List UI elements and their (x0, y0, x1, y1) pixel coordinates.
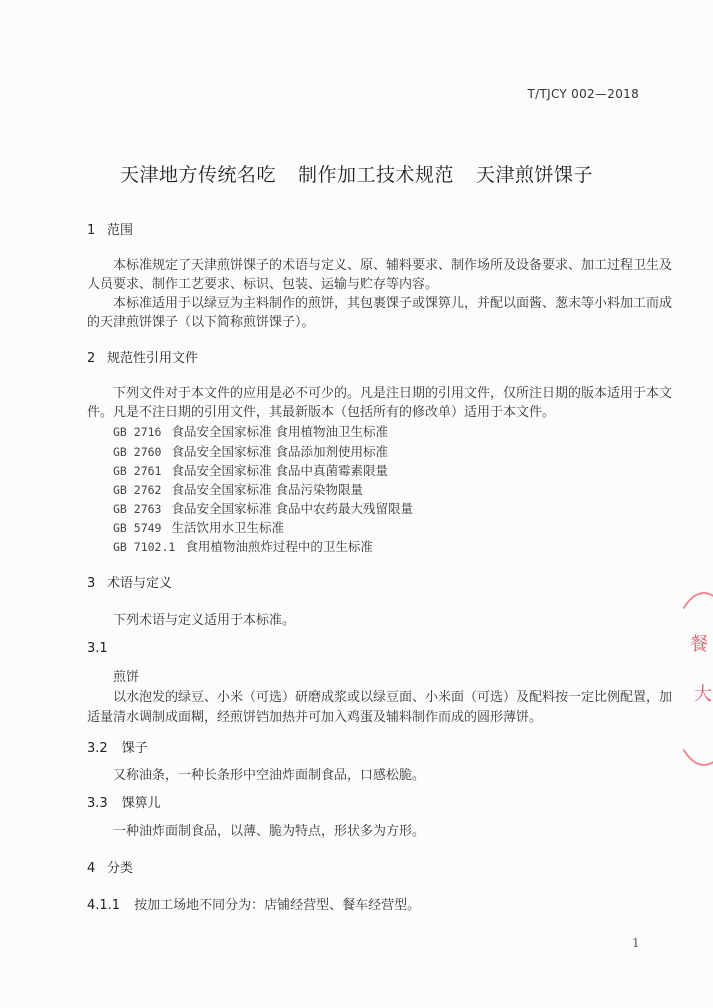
section-title: 范围 (107, 223, 134, 238)
section-1-para-2-line-2: 的天津煎饼馃子（以下简称煎饼馃子）。 (87, 315, 315, 330)
clause-text: 按加工场地不同分为：店铺经营型、餐车经营型。 (134, 898, 421, 913)
term-3-3-def: 一种油炸面制食品，以薄、脆为特点，形状多为方形。 (113, 824, 426, 839)
section-title: 术语与定义 (107, 576, 173, 591)
reference-item (113, 461, 388, 479)
term-3-1-def-line-2: 适量清水调制成面糊，经煎饼铛加热并可加入鸡蛋及辅料制作而成的圆形薄饼。 (87, 710, 543, 725)
reference-code: GB 7102.1 (113, 540, 176, 554)
reference-item (113, 442, 388, 460)
reference-item (113, 422, 388, 440)
reference-title: 食品安全国家标准 食品污染物限量 (171, 482, 363, 497)
section-1-para-1-line-2: 人员要求、制作工艺要求、标识、包装、运输与贮存等内容。 (87, 277, 439, 292)
red-seal-stamp (667, 592, 713, 766)
section-number: 2 (87, 351, 96, 366)
section-number: 1 (87, 223, 96, 238)
title-part-3: 天津煎饼馃子 (476, 164, 594, 186)
term-3-1-def-line-1: 以水泡发的绿豆、小米（可选）研磨成浆或以绿豆面、小米面（可选）及配料按一定比例配置，加 (113, 690, 673, 705)
reference-item (113, 499, 413, 517)
section-2-intro-line-2: 件。凡是不注日期的引用文件，其最新版本（包括所有的修改单）适用于本文件。 (87, 405, 556, 420)
reference-code: GB 2763 (113, 502, 162, 516)
reference-title: 食品安全国家标准 食品添加剂使用标准 (171, 444, 388, 459)
reference-title: 食用植物油煎炸过程中的卫生标准 (185, 539, 373, 554)
section-title: 分类 (107, 861, 134, 876)
term-3-3-heading (87, 792, 161, 811)
section-number: 3 (87, 576, 96, 591)
reference-item (113, 537, 373, 555)
clause-4-1-1 (87, 894, 420, 913)
term-number: 3.2 (87, 741, 108, 756)
title-part-2: 制作加工技术规范 (297, 164, 454, 186)
section-4-heading (87, 857, 133, 876)
reference-title: 食品安全国家标准 食品中农药最大残留限量 (171, 501, 413, 516)
stamp-char: 大 (694, 684, 712, 705)
reference-code: GB 2761 (113, 464, 162, 478)
reference-title: 食品安全国家标准 食用植物油卫生标准 (171, 424, 388, 439)
stamp-char: 餐 (690, 634, 708, 655)
standard-number: T/TJCY 002—2018 (527, 87, 639, 101)
section-1-para-1-line-1: 本标准规定了天津煎饼馃子的术语与定义、原、辅料要求、制作场所及设备要求、加工过程卫生及 (113, 258, 673, 273)
section-1-heading (87, 219, 133, 238)
reference-code: GB 5749 (113, 521, 162, 535)
term-3-2-heading (87, 737, 148, 756)
reference-code: GB 2762 (113, 483, 162, 497)
section-2-heading (87, 347, 198, 366)
title-part-1: 天津地方传统名吃 (119, 164, 276, 186)
page-number: 1 (632, 936, 640, 950)
section-number: 4 (87, 861, 96, 876)
document-title (0, 160, 713, 187)
section-2-intro-line-1: 下列文件对于本文件的应用是必不可少的。凡是注日期的引用文件，仅所注日期的版本适用于本文 (113, 386, 673, 401)
reference-title: 食品安全国家标准 食品中真菌霉素限量 (171, 463, 388, 478)
reference-code: GB 2760 (113, 445, 162, 459)
section-title: 规范性引用文件 (107, 351, 199, 366)
term-name: 馃子 (121, 741, 148, 756)
term-number: 3.3 (87, 796, 108, 811)
section-1-para-2-line-1: 本标准适用于以绿豆为主料制作的煎饼，其包裹馃子或馃箅儿，并配以面酱、葱末等小料加工而成 (113, 296, 673, 311)
reference-title: 生活饮用水卫生标准 (171, 520, 284, 535)
term-3-1-number: 3.1 (87, 641, 108, 656)
reference-item (113, 518, 284, 536)
section-3-heading (87, 572, 172, 591)
reference-code: GB 2716 (113, 425, 162, 439)
section-3-intro: 下列术语与定义适用于本标准。 (113, 613, 296, 628)
term-name: 馃箅儿 (121, 796, 161, 811)
reference-item (113, 480, 363, 498)
term-3-2-def: 又称油条，一种长条形中空油炸面制食品，口感松脆。 (113, 768, 426, 783)
clause-number: 4.1.1 (87, 898, 121, 913)
term-3-1-name: 煎饼 (113, 670, 140, 685)
